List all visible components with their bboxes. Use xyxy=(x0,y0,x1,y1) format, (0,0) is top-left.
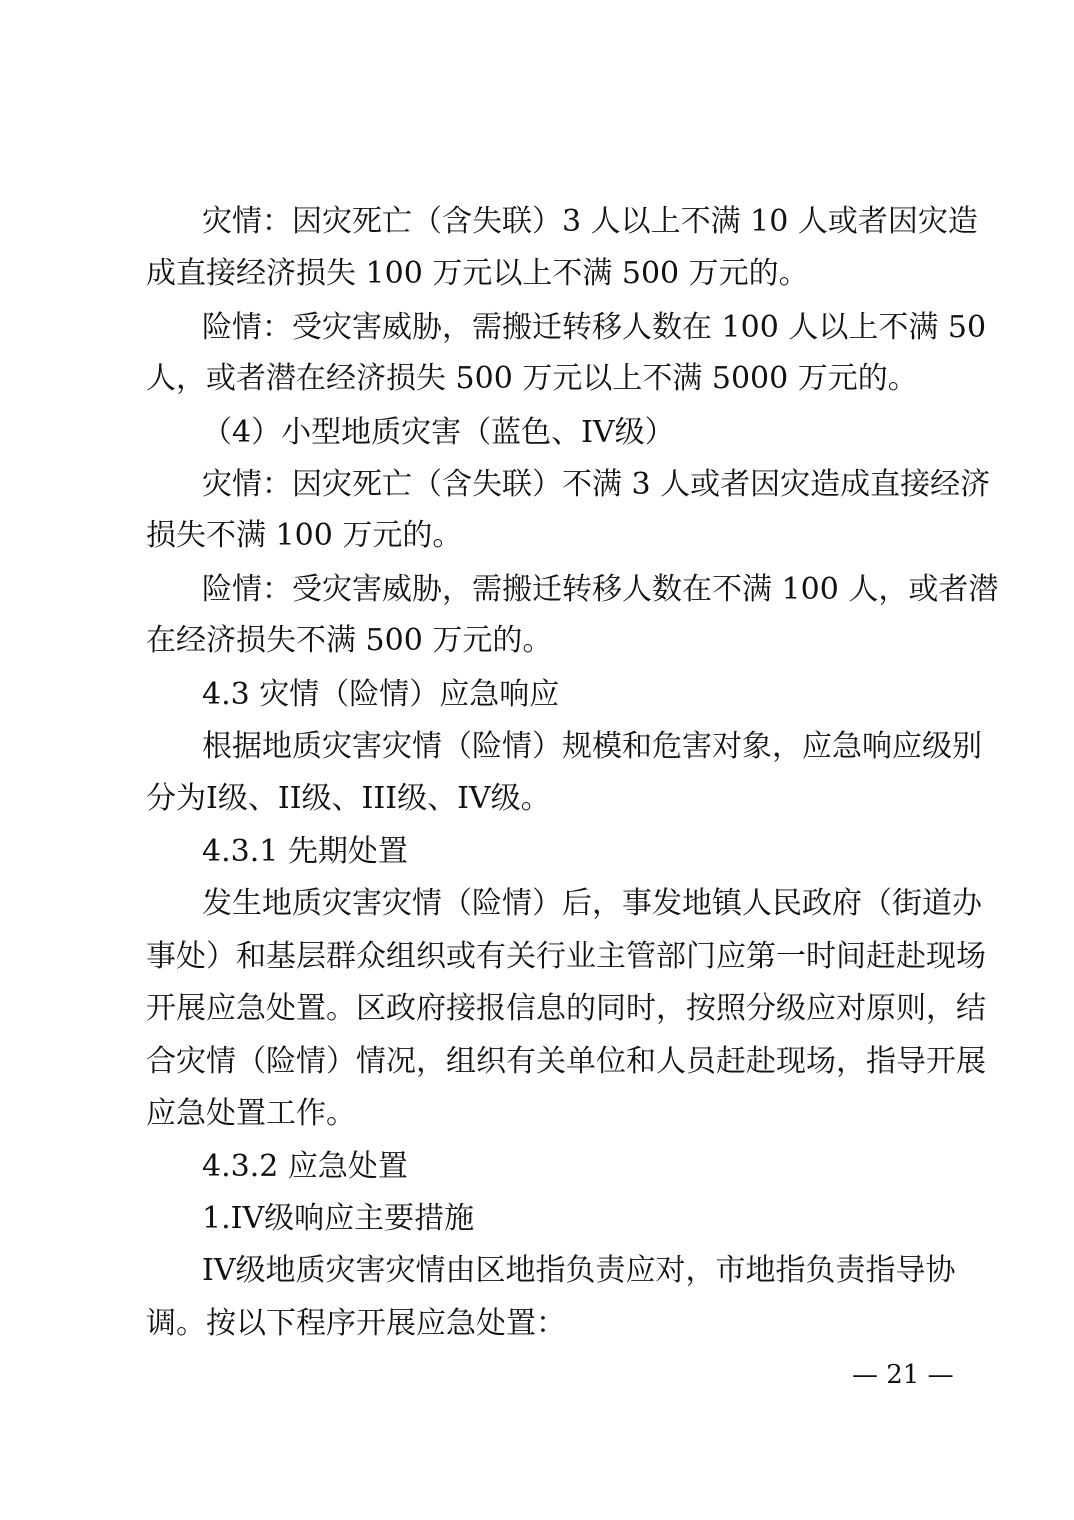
paragraph-line: 根据地质灾害灾情（险情）规模和危害对象，应急响应级别 xyxy=(202,729,982,764)
section-heading: （4）小型地质灾害（蓝色、IV级） xyxy=(202,415,675,450)
paragraph-line: 险情：受灾害威胁，需搬迁转移人数在不满 100 人，或者潜 xyxy=(202,572,999,607)
page-number: — 21 — xyxy=(852,1360,954,1390)
section-heading: 4.3 灾情（险情）应急响应 xyxy=(202,677,560,712)
paragraph-line: 损失不满 100 万元的。 xyxy=(146,518,463,553)
paragraph-line: 灾情：因灾死亡（含失联）不满 3 人或者因灾造成直接经济 xyxy=(202,467,991,502)
paragraph-line: 开展应急处置。区政府接报信息的同时，按照分级应对原则，结 xyxy=(146,991,986,1026)
paragraph-line: 发生地质灾害灾情（险情）后，事发地镇人民政府（街道办 xyxy=(202,886,982,921)
section-heading: 1.IV级响应主要措施 xyxy=(202,1201,475,1236)
section-heading: 4.3.1 先期处置 xyxy=(202,834,408,869)
paragraph-line: 应急处置工作。 xyxy=(146,1096,356,1131)
paragraph-line: 险情：受灾害威胁，需搬迁转移人数在 100 人以上不满 50 xyxy=(202,310,987,345)
paragraph-line: IV级地质灾害灾情由区地指负责应对，市地指负责指导协 xyxy=(202,1253,956,1288)
paragraph-line: 合灾情（险情）情况，组织有关单位和人员赶赴现场，指导开展 xyxy=(146,1044,986,1079)
paragraph-line: 分为I级、II级、III级、IV级。 xyxy=(146,781,551,816)
section-heading: 4.3.2 应急处置 xyxy=(202,1149,408,1184)
paragraph-line: 在经济损失不满 500 万元的。 xyxy=(146,623,553,658)
paragraph-line: 人，或者潜在经济损失 500 万元以上不满 5000 万元的。 xyxy=(146,361,918,396)
paragraph-line: 调。按以下程序开展应急处置： xyxy=(146,1306,566,1341)
paragraph-line: 灾情：因灾死亡（含失联）3 人以上不满 10 人或者因灾造 xyxy=(202,204,978,239)
paragraph-line: 事处）和基层群众组织或有关行业主管部门应第一时间赶赴现场 xyxy=(146,939,986,974)
paragraph-line: 成直接经济损失 100 万元以上不满 500 万元的。 xyxy=(146,256,809,291)
